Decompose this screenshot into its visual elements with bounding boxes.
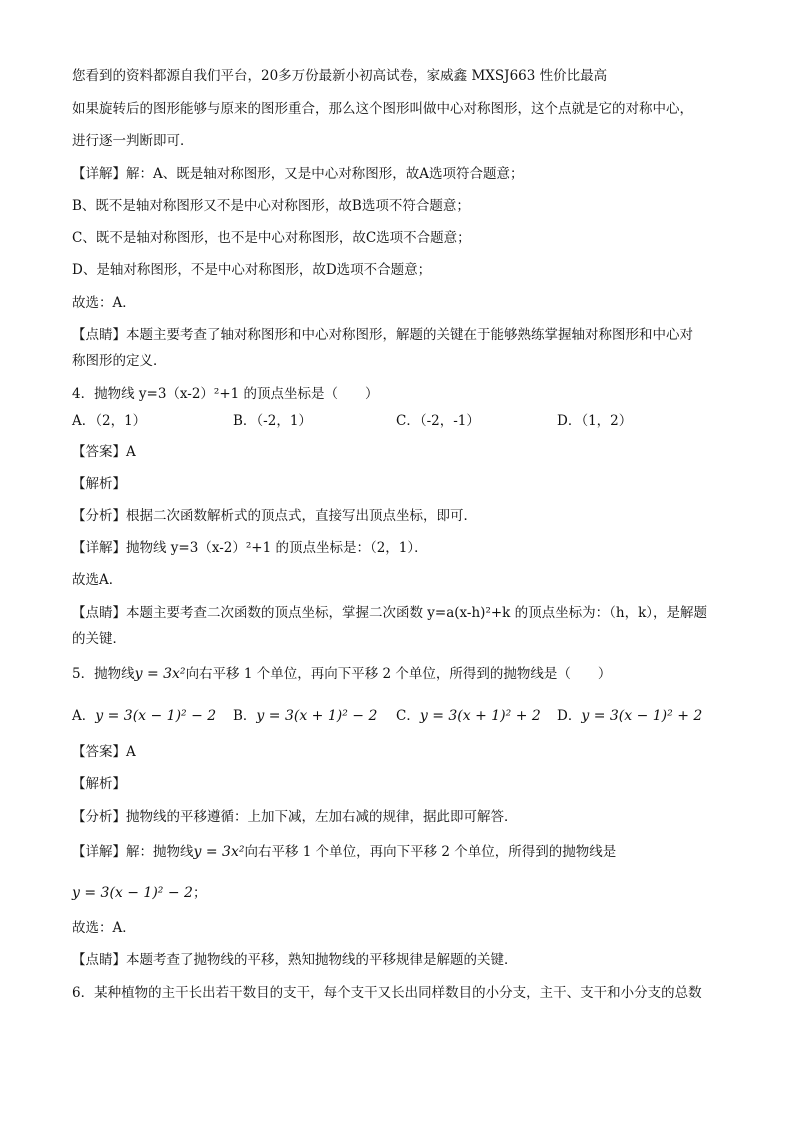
- note-tag: 【点睛】: [72, 952, 126, 968]
- result-tail: ；: [192, 885, 207, 901]
- answer-value: A: [126, 744, 136, 760]
- q5-stem-expr: y = 3x²: [134, 666, 186, 682]
- prev-detail: [72, 164, 730, 184]
- detail-tag: 【详解】: [72, 844, 126, 860]
- q5-stem-pre: 5．抛物线: [72, 666, 135, 682]
- fenxi-text: 抛物线的平移遵循：上加下减，左加右减的规律，据此即可解答．: [126, 809, 518, 825]
- detail-tag: 【详解】: [72, 166, 126, 182]
- answer-tag: 【答案】: [72, 744, 126, 760]
- q5-result: [72, 883, 730, 903]
- q5-detail: [72, 842, 730, 862]
- detail-text: 抛物线 y=3（x-2）²+1 的顶点坐标是：（2，1）．: [126, 540, 428, 556]
- note-text: 本题主要考查了轴对称图形和中心对称图形，解题的关键在于能够熟练掌握轴对称图形和中心对: [126, 327, 693, 343]
- prev-option-d: D、是轴对称图形，不是中心对称图形，故D选项不合题意；: [72, 262, 432, 278]
- q5-option-d: [557, 706, 702, 726]
- q5-option-a: [72, 706, 216, 726]
- option-label: C．: [396, 708, 420, 724]
- q5-option-b: [233, 706, 377, 726]
- q4-note-2: 的关键．: [72, 631, 126, 647]
- option-label: A．: [72, 708, 96, 724]
- q5-fenxi: [72, 807, 730, 827]
- option-label: B．: [233, 708, 257, 724]
- q5-choose: 故选：A．: [72, 920, 136, 936]
- note-tag: 【点睛】: [72, 327, 126, 343]
- detail-text: 解：A、既是轴对称图形，又是中心对称图形，故A选项符合题意；: [126, 166, 524, 182]
- prev-choose: 故选：A．: [72, 295, 136, 311]
- option-label: D．: [557, 708, 582, 724]
- note-tag: 【点睛】: [72, 605, 126, 621]
- q4-option-c: C．（-2，-1）: [396, 413, 480, 429]
- fenxi-tag: 【分析】: [72, 809, 126, 825]
- prev-note: [72, 325, 730, 345]
- q5-analysis-tag: 【解析】: [72, 776, 126, 792]
- fenxi-text: 根据二次函数解析式的顶点式，直接写出顶点坐标，即可．: [126, 508, 477, 524]
- result-expr: y = 3(x − 1)² − 2: [72, 885, 193, 901]
- note-text: 本题主要考查二次函数的顶点坐标，掌握二次函数 y=a(x-h)²+k 的顶点坐标为：（h，k），是解题: [126, 605, 708, 621]
- q5-note: [72, 950, 730, 970]
- q4-fenxi: [72, 506, 730, 526]
- q4-analysis-tag: 【解析】: [72, 476, 126, 492]
- option-expr: y = 3(x − 1)² + 2: [581, 708, 703, 724]
- prev-continuation-2: 进行逐一判断即可．: [72, 133, 194, 149]
- detail-tag: 【详解】: [72, 540, 126, 556]
- answer-tag: 【答案】: [72, 444, 126, 460]
- prev-option-c: C、既不是轴对称图形，也不是中心对称图形，故C选项不合题意；: [72, 230, 471, 246]
- note-text: 本题考查了抛物线的平移，熟知抛物线的平移规律是解题的关键．: [126, 952, 518, 968]
- option-expr: y = 3(x + 1)² + 2: [419, 708, 541, 724]
- q4-stem: 4．抛物线 y=3（x-2）²+1 的顶点坐标是（ ）: [72, 386, 379, 402]
- watermark-header: 您看到的资料都源自我们平台，20多万份最新小初高试卷，家威鑫 MXSJ663 性价比最高: [72, 68, 608, 84]
- q5-stem-post: 向右平移 1 个单位，再向下平移 2 个单位，所得到的抛物线是（ ）: [185, 666, 612, 682]
- option-expr: y = 3(x + 1)² − 2: [256, 708, 378, 724]
- detail-pre: 解：抛物线: [126, 844, 194, 860]
- prev-note-2: 称图形的定义．: [72, 353, 167, 369]
- q4-option-d: D．（1，2）: [557, 413, 633, 429]
- detail-expr: y = 3x²: [193, 844, 245, 860]
- answer-value: A: [126, 444, 136, 460]
- q4-detail: [72, 538, 730, 558]
- prev-option-b: B、既不是轴对称图形又不是中心对称图形，故B选项不符合题意；: [72, 198, 470, 214]
- q4-option-a: A．（2，1）: [72, 413, 147, 429]
- q4-answer: [72, 442, 730, 462]
- q5-stem: [72, 664, 730, 684]
- option-expr: y = 3(x − 1)² − 2: [95, 708, 217, 724]
- q5-answer: [72, 742, 730, 762]
- q4-option-b: B．（-2，1）: [233, 413, 312, 429]
- q4-note: [72, 603, 730, 623]
- fenxi-tag: 【分析】: [72, 508, 126, 524]
- q6-stem: 6．某种植物的主干长出若干数目的支干，每个支干又长出同样数目的小分支，主干、支干和小分支的总数: [72, 985, 702, 1001]
- q5-option-c: [396, 706, 541, 726]
- detail-post: 向右平移 1 个单位，再向下平移 2 个单位，所得到的抛物线是: [244, 844, 617, 860]
- prev-continuation-1: 如果旋转后的图形能够与原来的图形重合，那么这个图形叫做中心对称图形，这个点就是它的对称中心，: [72, 101, 693, 117]
- q4-choose: 故选A．: [72, 572, 123, 588]
